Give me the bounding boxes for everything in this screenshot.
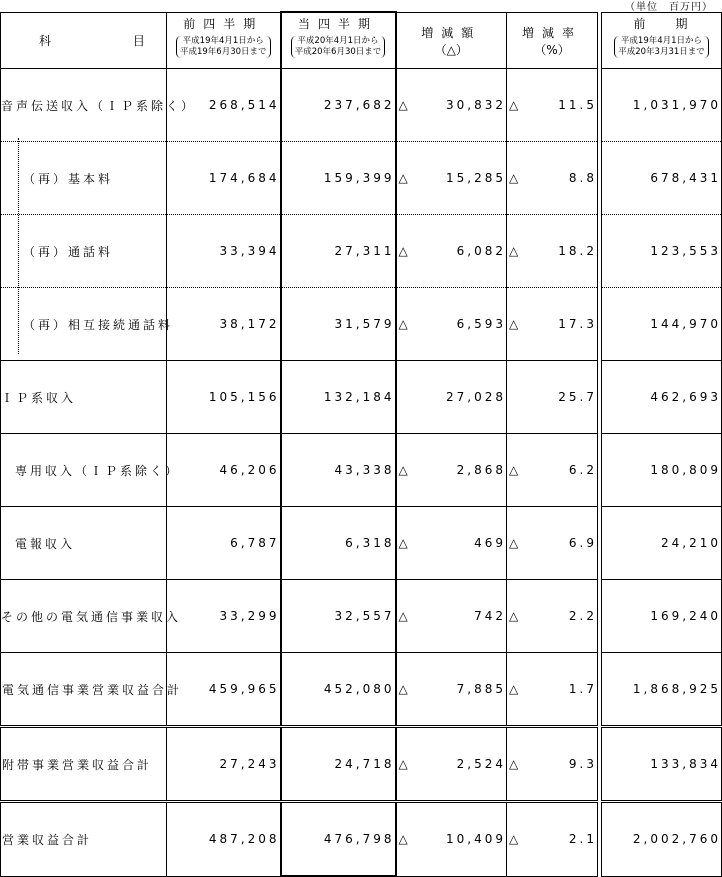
prev-quarter-range-start: 平成19年4月1日から <box>182 35 264 46</box>
row-label: 音声伝送収入（ＩＰ系除く） <box>1 69 167 142</box>
curr-quarter-title: 当四半期 <box>297 17 378 31</box>
table-row <box>1 653 722 727</box>
delta-sign: △ <box>509 463 519 477</box>
full-year-value: 180,809 <box>602 434 722 507</box>
prev-value: 487,208 <box>167 802 281 877</box>
increase-value <box>396 288 507 361</box>
prev-quarter-title: 前四半期 <box>183 16 264 31</box>
rate-amount: 6.2 <box>568 463 597 477</box>
row-label <box>1 142 167 215</box>
increase-value <box>396 215 507 288</box>
curr-value: 31,579 <box>281 288 396 361</box>
row-label: （再）相互接続通話料 <box>1 288 167 361</box>
rate-amount: 1.7 <box>568 682 597 696</box>
increase-amount: 7,885 <box>456 682 506 696</box>
increase-value <box>396 580 507 653</box>
increase-amount: 2,524 <box>456 757 506 771</box>
prev-value: 459,965 <box>167 653 281 727</box>
delta-sign: △ <box>398 463 408 477</box>
rate-value <box>507 507 598 580</box>
row-label-text: （再）基本料 <box>23 171 114 186</box>
rate-value <box>507 727 598 802</box>
increase-sub: （△） <box>434 43 468 58</box>
rate-value <box>507 142 598 215</box>
rate-amount: 6.9 <box>568 536 597 550</box>
increase-value <box>396 434 507 507</box>
rate-header <box>507 12 598 69</box>
rate-sub: （%） <box>534 43 570 58</box>
increase-title: 増減額 <box>421 26 482 41</box>
row-label: 附帯事業営業収益合計 <box>1 727 167 802</box>
full-year-value: 1,031,970 <box>602 69 722 142</box>
row-label: 営業収益合計 <box>1 802 167 877</box>
delta-sign: △ <box>398 536 408 550</box>
delta-sign: △ <box>509 609 519 623</box>
full-year-header <box>602 12 722 69</box>
rate-amount: 17.3 <box>558 317 597 331</box>
delta-sign: △ <box>509 244 519 258</box>
full-year-range <box>614 36 709 58</box>
row-label: 電気通信事業営業収益合計 <box>1 653 167 727</box>
rate-title: 増減率 <box>521 26 582 41</box>
curr-value: 476,798 <box>281 802 396 877</box>
rate-value <box>507 802 598 877</box>
curr-value: 452,080 <box>281 653 396 727</box>
delta-sign: △ <box>398 682 408 696</box>
prev-value: 33,299 <box>167 580 281 653</box>
curr-value: 32,557 <box>281 580 396 653</box>
unit-label: （単位 百万円） <box>625 2 713 13</box>
prev-value: 33,394 <box>167 215 281 288</box>
header-row <box>1 12 722 69</box>
revenue-table <box>0 11 722 877</box>
curr-value: 24,718 <box>281 727 396 802</box>
full-year-range-start: 平成19年4月1日から <box>620 35 703 46</box>
rate-amount: 9.3 <box>568 757 597 771</box>
rate-amount: 2.2 <box>568 609 597 623</box>
increase-value <box>396 802 507 877</box>
increase-amount: 6,593 <box>456 317 506 331</box>
row-label: その他の電気通信事業収入 <box>1 580 167 653</box>
prev-value: 6,787 <box>167 507 281 580</box>
full-year-value: 123,553 <box>602 215 722 288</box>
delta-sign: △ <box>398 757 408 771</box>
increase-amount: 30,832 <box>446 98 506 112</box>
full-year-value: 24,210 <box>602 507 722 580</box>
row-label: （再）通話料 <box>1 215 167 288</box>
delta-sign: △ <box>509 171 519 185</box>
prev-quarter-range-end: 平成19年6月30日まで <box>179 46 267 57</box>
table-row <box>1 507 722 580</box>
prev-value: 105,156 <box>167 361 281 434</box>
row-label: 電報収入 <box>1 507 167 580</box>
rate-value <box>507 580 598 653</box>
full-year-value: 169,240 <box>602 580 722 653</box>
increase-amount: 6,082 <box>456 244 506 258</box>
full-year-title: 前 期 <box>633 16 690 31</box>
curr-value: 6,318 <box>281 507 396 580</box>
full-year-range-end: 平成20年3月31日まで <box>618 46 705 57</box>
curr-quarter-range-end: 平成20年6月30日まで <box>294 47 382 57</box>
curr-quarter-range-start: 平成20年4月1日から <box>297 36 379 46</box>
rate-value <box>507 361 598 434</box>
prev-value: 268,514 <box>208 98 280 112</box>
full-year-value: 462,693 <box>602 361 722 434</box>
delta-sign: △ <box>398 171 408 185</box>
sub-item-guide <box>18 138 19 354</box>
increase-value <box>396 507 507 580</box>
rate-amount: 25.7 <box>558 390 597 404</box>
increase-value <box>396 653 507 727</box>
row-label: 専用収入（ＩＰ系除く） <box>1 434 167 507</box>
prev-value: 46,206 <box>167 434 281 507</box>
delta-sign: △ <box>509 536 519 550</box>
full-year-value: 678,431 <box>602 142 722 215</box>
increase-amount: 469 <box>474 536 506 550</box>
prev-value: 38,172 <box>167 288 281 361</box>
full-year-value: 133,834 <box>602 727 722 802</box>
delta-sign: △ <box>509 98 519 112</box>
delta-sign: △ <box>398 609 408 623</box>
curr-quarter-range <box>291 36 386 58</box>
curr-value: 237,682 <box>281 69 396 142</box>
subject-header-a: 科 <box>39 33 55 48</box>
table-row <box>1 288 722 361</box>
delta-sign: △ <box>509 682 519 696</box>
subject-header <box>1 12 167 69</box>
delta-sign: △ <box>398 832 408 847</box>
curr-quarter-header <box>281 12 396 69</box>
subject-header-b: 目 <box>132 33 148 48</box>
rate-value <box>507 653 598 727</box>
table-row <box>1 215 722 288</box>
delta-sign: △ <box>398 317 408 331</box>
increase-value <box>396 361 507 434</box>
delta-sign: △ <box>398 244 408 258</box>
table-row <box>1 580 722 653</box>
full-year-value: 2,002,760 <box>602 802 722 877</box>
prev-value: 174,684 <box>167 142 281 215</box>
prev-value: 27,243 <box>167 727 281 802</box>
full-year-value: 144,970 <box>602 288 722 361</box>
rate-amount: 18.2 <box>558 244 597 258</box>
rate-value <box>507 215 598 288</box>
table-row <box>1 434 722 507</box>
rate-value <box>507 288 598 361</box>
prev-quarter-range <box>176 36 271 58</box>
rate-amount: 2.1 <box>568 832 597 847</box>
rate-amount: 11.5 <box>558 98 597 112</box>
table-row <box>1 142 722 215</box>
table-row <box>1 361 722 434</box>
table-row <box>1 727 722 802</box>
curr-value: 27,311 <box>281 215 396 288</box>
increase-header <box>396 12 507 69</box>
delta-sign: △ <box>398 98 408 112</box>
increase-amount: 10,409 <box>446 832 506 847</box>
rate-amount: 8.8 <box>568 171 597 185</box>
table-row <box>1 802 722 877</box>
increase-value <box>396 69 507 142</box>
increase-amount: 15,285 <box>446 171 506 185</box>
row-label: ＩＰ系収入 <box>1 361 167 434</box>
rate-value <box>507 434 598 507</box>
curr-value: 132,184 <box>281 361 396 434</box>
rate-value <box>507 69 598 142</box>
increase-value <box>396 727 507 802</box>
increase-value <box>396 142 507 215</box>
curr-value: 159,399 <box>281 142 396 215</box>
delta-sign: △ <box>509 757 519 771</box>
prev-quarter-header <box>167 12 281 69</box>
increase-amount: 27,028 <box>446 390 506 404</box>
delta-sign: △ <box>509 832 519 847</box>
full-year-value: 1,868,925 <box>602 653 722 727</box>
delta-sign: △ <box>509 317 519 331</box>
curr-value: 43,338 <box>281 434 396 507</box>
increase-amount: 742 <box>474 609 506 623</box>
increase-amount: 2,868 <box>456 463 506 477</box>
table-row <box>1 69 722 142</box>
